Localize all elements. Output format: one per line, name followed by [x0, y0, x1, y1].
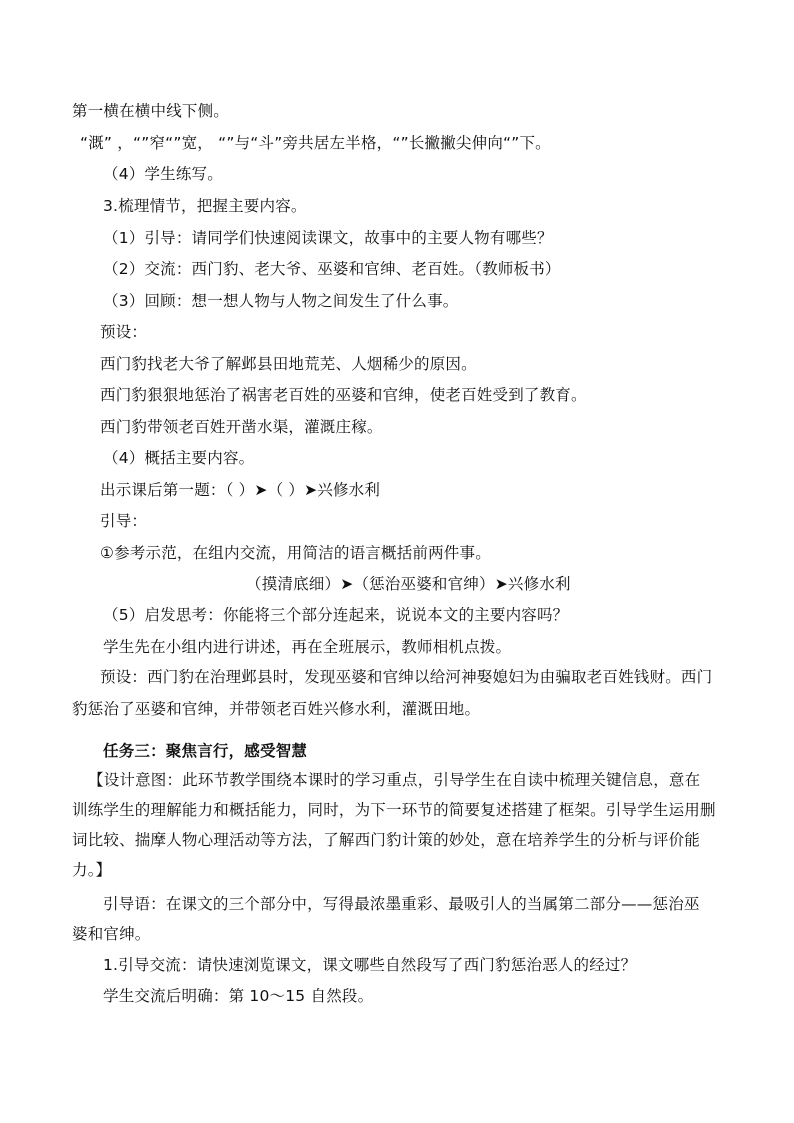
text-line: 出示课后第一题：（ ）➤（ ）➤兴修水利 — [100, 481, 381, 499]
text-line: 【设计意图：此环节教学围绕本课时的学习重点，引导学生在自读中梳理关键信息，意在 — [88, 771, 701, 789]
text-line: 力。】 — [72, 861, 112, 879]
text-line: 西门豹找老大爷了解邺县田地荒芜、人烟稀少的原因。 — [100, 355, 477, 373]
text-line: 训练学生的理解能力和概括能力，同时，为下一环节的简要复述搭建了框架。引导学生运用删 — [72, 801, 716, 819]
text-line: 豹惩治了巫婆和官绅，并带领老百姓兴修水利，灌溉田地。 — [72, 700, 481, 718]
text-line: （1）引导：请同学们快速阅读课文，故事中的主要人物有哪些？ — [103, 229, 553, 247]
text-line: （摸清底细）➤（惩治巫婆和官绅）➤兴修水利 — [246, 575, 571, 593]
text-line: 预设： — [100, 323, 148, 341]
text-line: 预设：西门豹在治理邺县时，发现巫婆和官绅以给河神娶媳妇为由骗取老百姓钱财。西门 — [100, 668, 713, 686]
task-heading: 任务三：聚焦言行，感受智慧 — [103, 742, 308, 760]
text-line: 引导： — [100, 512, 148, 530]
section-heading: 3.梳理情节，把握主要内容。 — [103, 197, 307, 215]
text-line: ①参考示范，在组内交流，用简洁的语言概括前两件事。 — [100, 544, 491, 562]
text-line: （3）回顾：想一想人物与人物之间发生了什么事。 — [103, 292, 459, 310]
text-line: 学生交流后明确：第 10～15 自然段。 — [103, 987, 374, 1005]
text-line: 婆和官绅。 — [72, 925, 151, 943]
text-line: 西门豹带领老百姓开凿水渠，灌溉庄稼。 — [100, 418, 383, 436]
text-line: 1.引导交流：请快速浏览课文，课文哪些自然段写了西门豹惩治恶人的经过？ — [103, 956, 637, 974]
text-line: 西门豹狠狠地惩治了祸害老百姓的巫婆和官绅，使老百姓受到了教育。 — [100, 386, 587, 404]
text-line: （2）交流：西门豹、老大爷、巫婆和官绅、老百姓。（教师板书） — [103, 260, 561, 278]
text-line: 学生先在小组内进行讲述，再在全班展示，教师相机点拨。 — [103, 638, 512, 656]
text-line: 引导语：在课文的三个部分中，写得最浓墨重彩、最吸引人的当属第二部分——惩治巫 — [103, 895, 700, 913]
text-line: “溉” ，“”窄“”宽， “”与“斗”旁共居左半格，“”长撇撇尖伸向“”下。 — [80, 134, 551, 152]
text-line: （4）概括主要内容。 — [103, 449, 255, 467]
text-line: （5）启发思考：你能将三个部分连起来，说说本文的主要内容吗？ — [103, 606, 569, 624]
text-line: 第一横在横中线下侧。 — [72, 102, 230, 120]
text-line: 词比较、揣摩人物心理活动等方法，了解西门豹计策的妙处，意在培养学生的分析与评价能 — [72, 831, 701, 849]
text-line: （4）学生练写。 — [103, 165, 223, 183]
